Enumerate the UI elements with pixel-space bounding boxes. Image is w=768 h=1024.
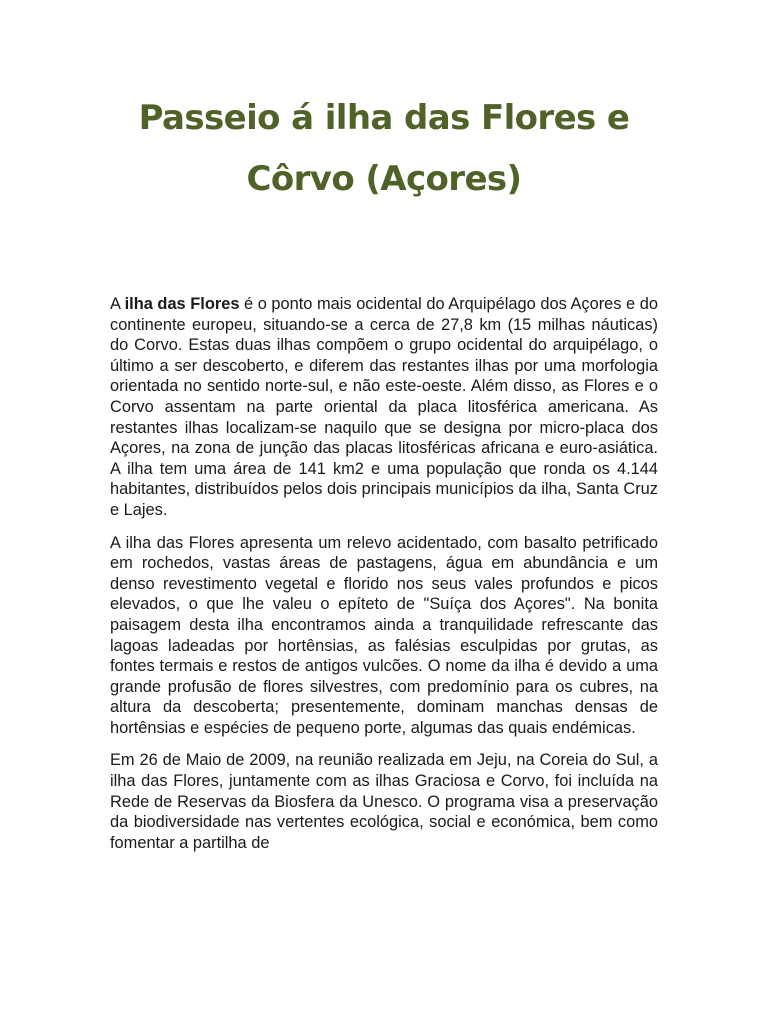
paragraph-1-bold-term: ilha das Flores — [124, 295, 240, 313]
paragraph-2 — [110, 533, 658, 739]
paragraph-3-text: Em 26 de Maio de 2009, na reunião realizada em Jeju, na Coreia do Sul, a ilha das Flores, juntamente com as ilhas Graciosa e Corvo, foi incluída na Rede de Reservas da Biosfera da Unesco. O programa visa a preservação da biodiversidade nas vertentes ecológica, social e económica, bem como fomentar a partilha de — [110, 751, 658, 852]
title-line-2: Côrvo (Açores) — [246, 159, 522, 199]
paragraph-1 — [110, 294, 658, 521]
document-body — [110, 294, 658, 865]
paragraph-3 — [110, 750, 658, 853]
page-title — [100, 88, 668, 210]
paragraph-1-prefix: A — [110, 295, 125, 313]
title-line-1: Passeio á ilha das Flores e — [138, 98, 630, 138]
paragraph-2-text: A ilha das Flores apresenta um relevo acidentado, com basalto petrificado em rochedos, vastas áreas de pastagens, água em abundância e um denso revestimento vegetal e florido nos seus vales profundos e picos elevados, o que lhe valeu o epíteto de "Suíça dos Açores". Na bonita paisagem desta ilha encontramos ainda a tranquilidade refrescante das lagoas ladeadas por hortênsias, as falésias esculpidas por grutas, as fontes termais e restos de antigos vulcões. O nome da ilha é devido a uma grande profusão de flores silvestres, com predomínio para os cubres, na altura da descoberta; presentemente, dominam manchas densas de hortênsias e espécies de pequeno porte, algumas das quais endémicas. — [110, 533, 658, 737]
paragraph-1-text: é o ponto mais ocidental do Arquipélago dos Açores e do continente europeu, situando-se a cerca de 27,8 km (15 milhas náuticas) do Corvo. Estas duas ilhas compõem o grupo ocidental do arquipélago, o último a ser descoberto, e diferem das restantes ilhas por uma morfologia orientada no sentido norte-sul, e não este-oeste. Além disso, as Flores e o Corvo assentam na parte oriental da placa litosférica americana. As restantes ilhas localizam-se naquilo que se designa por micro-placa dos Açores, na zona de junção das placas litosféricas africana e euro-asiática. A ilha tem uma área de 141 km2 e uma população que ronda os 4.144 habitantes, distribuídos pelos dois principais municípios da ilha, Santa Cruz e Lajes. — [110, 295, 658, 519]
